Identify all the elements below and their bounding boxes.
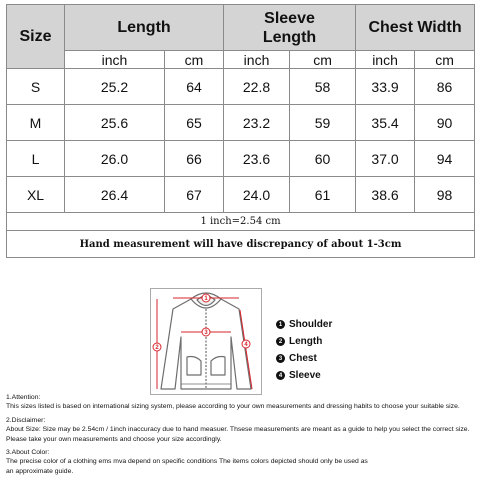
- legend-item-shoulder: [276, 316, 332, 333]
- hoodie-illustration: [151, 289, 261, 394]
- disclaimer-text: Please take your own measurements and choose your size accordingly.: [6, 435, 222, 443]
- table-cell: 25.6: [65, 105, 165, 141]
- table-cell: 38.6: [356, 177, 415, 213]
- table-cell: 35.4: [356, 105, 415, 141]
- header-sleeve-line2: Length: [262, 28, 317, 46]
- table-cell: 26.4: [65, 177, 165, 213]
- header-sleeve-length: [224, 5, 356, 51]
- table-row: [7, 177, 475, 213]
- legend-item-chest: [276, 350, 332, 367]
- unit-cell: inch: [65, 51, 165, 69]
- legend-item-sleeve: [276, 367, 332, 384]
- table-cell: 90: [415, 105, 475, 141]
- table-cell: 24.0: [224, 177, 290, 213]
- table-row: [7, 69, 475, 105]
- unit-cell: cm: [165, 51, 224, 69]
- legend-label: Length: [289, 336, 323, 347]
- legend-label: Sleeve: [289, 370, 321, 381]
- measurement-legend: [276, 316, 332, 384]
- table-cell: 61: [290, 177, 356, 213]
- table-cell: 26.0: [65, 141, 165, 177]
- attention-text: This sizes listed is based on international sizing system, please according to your own measurements and dressing habits to choose your suitable size.: [6, 403, 460, 411]
- legend-number-icon: 1: [276, 320, 285, 329]
- table-cell: 59: [290, 105, 356, 141]
- size-label: M: [7, 105, 65, 141]
- color-text: an approximate guide.: [6, 467, 74, 475]
- legend-number-icon: 2: [276, 337, 285, 346]
- table-cell: 66: [165, 141, 224, 177]
- table-cell: 86: [415, 69, 475, 105]
- table-cell: 23.6: [224, 141, 290, 177]
- size-label: L: [7, 141, 65, 177]
- table-cell: 67: [165, 177, 224, 213]
- legend-item-length: [276, 333, 332, 350]
- notes-section: [6, 393, 476, 476]
- marker-length: 2: [155, 345, 159, 351]
- table-cell: 98: [415, 177, 475, 213]
- header-sleeve-line1: Sleeve: [264, 9, 315, 27]
- table-cell: 22.8: [224, 69, 290, 105]
- color-text: The precise color of a clothing ems mva depend on specific conditions The items colors depicted should only be used as: [6, 458, 368, 466]
- legend-number-icon: 4: [276, 371, 285, 380]
- attention-title: 1.Attention:: [6, 394, 41, 401]
- header-size: Size: [7, 5, 65, 69]
- unit-cell: inch: [356, 51, 415, 69]
- unit-cell: inch: [224, 51, 290, 69]
- unit-cell: cm: [290, 51, 356, 69]
- table-row: [7, 105, 475, 141]
- table-cell: 58: [290, 69, 356, 105]
- header-length: Length: [65, 5, 224, 51]
- unit-cell: cm: [415, 51, 475, 69]
- color-title: 3.About Color:: [6, 449, 50, 457]
- legend-label: Shoulder: [289, 319, 333, 330]
- size-label: S: [7, 69, 65, 105]
- header-chest-width: Chest Width: [356, 5, 475, 51]
- table-cell: 33.9: [356, 69, 415, 105]
- table-cell: 60: [290, 141, 356, 177]
- disclaimer-text: About Size: Size may be 2.54cm / 1inch inaccuracy due to hand measuer. Thsese measurements are meant as a guide to help you select the correct size.: [6, 426, 470, 434]
- discrepancy-note: Hand measurement will have discrepancy of about 1-3cm: [7, 231, 475, 258]
- marker-chest: 3: [204, 330, 208, 336]
- conversion-note: 1 inch=2.54 cm: [7, 213, 475, 231]
- table-row: [7, 141, 475, 177]
- hoodie-measurement-diagram: [150, 288, 262, 395]
- size-chart-table: [6, 4, 475, 258]
- size-label: XL: [7, 177, 65, 213]
- disclaimer-title: 2.Disclaimer:: [6, 416, 46, 424]
- marker-shoulder: 1: [204, 296, 208, 302]
- table-cell: 64: [165, 69, 224, 105]
- table-cell: 94: [415, 141, 475, 177]
- table-cell: 23.2: [224, 105, 290, 141]
- table-cell: 25.2: [65, 69, 165, 105]
- table-cell: 65: [165, 105, 224, 141]
- legend-label: Chest: [289, 353, 317, 364]
- marker-sleeve: 4: [244, 342, 248, 348]
- table-cell: 37.0: [356, 141, 415, 177]
- legend-number-icon: 3: [276, 354, 285, 363]
